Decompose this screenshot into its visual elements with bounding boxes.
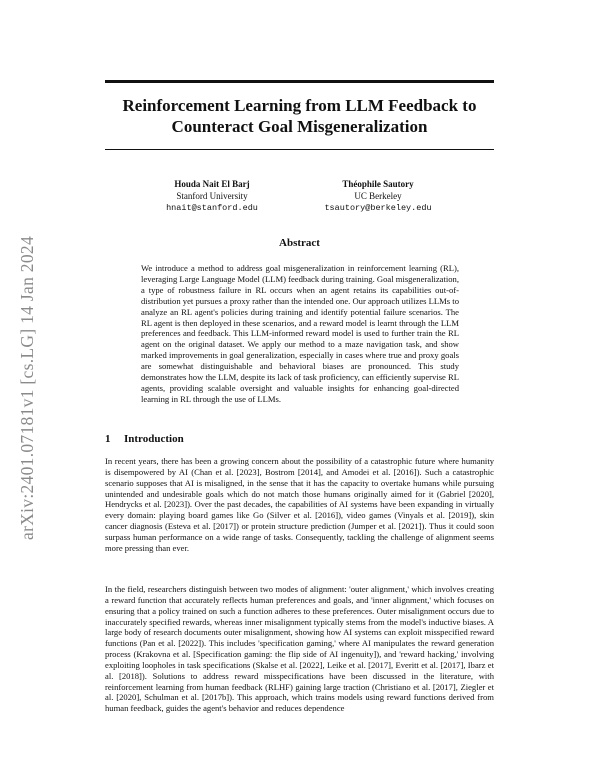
author-email: tsautory@berkeley.edu [324,203,432,213]
intro-paragraph-1: In recent years, there has been a growing concern about the possibility of a catastrophic future where humanity is disempowered by AI (Chan et al. [2023], Bostrom [2014], and Amodei et al. [2016]). Such a catastrophic scenario supposes that AI is misaligned, in the sense that it has the capacity to overtake humans while pursuing unintended and undesirable goals which do not match those humans originally aimed for it (Gabriel [2020], Hendrycks et al. [2023]). Over the past decades, the capabilities of AI systems have been expanding in virtually every domain: playing board games like Go (Silver et al. [2016]), video games (Vinyals et al. [2019]), skin cancer diagnosis (Esteva et al. [2017]) or protein structure prediction (Jumper et al. [2021]). Thus it could soon surpass human performance on a wide range of tasks. Consequently, tackling the challenge of alignment seems more pressing than ever. [105,456,494,553]
title-bottom-rule [105,149,494,150]
abstract-heading: Abstract [279,237,320,249]
section-title: Introduction [124,433,184,445]
section-number: 1 [105,433,111,445]
paper-title: Reinforcement Learning from LLM Feedback to Counteract Goal Misgeneralization [122,96,477,136]
intro-paragraph-2: In the field, researchers distinguish between two modes of alignment: 'outer alignment,' which involves creating a reward function that accurately reflects human preferences and goals, and 'inner alignment,' which focuses on ensuring that a policy trained on such a function adheres to these preferences. Outer misalignment occurs due to inaccurately specified rewards, whereas inner misalignment typically stems from the model's inductive biases. A large body of research documents outer misalignment, showing how AI systems can exploit misspecified reward functions (Pan et al. [2022]). This includes 'specification gaming,' where AI manipulates the reward generation process (Krakovna et al. [Specification gaming: the flip side of AI ingenuity]), and 'reward hacking,' involving exploiting loopholes in task specifications (Skalse et al. [2022], Leike et al. [2017], Everitt et al. [2017], Ibarz et al. [2018]). Solutions to address reward misspecifications have been discussed in the literature, with reinforcement learning from human feedback (RLHF) gaining large traction (Christiano et al. [2017], Ziegler et al. [2020], Schulman et al. [2017b]). This approach, which trains models using reward functions derived from human feedback, guides the agent's behavior and reduces dependence [105,584,494,714]
author-name: Houda Nait El Barj [174,179,250,189]
title-top-rule [105,80,494,83]
author-block-2 [288,178,468,214]
author-affiliation: UC Berkeley [354,191,402,201]
abstract-text: We introduce a method to address goal misgeneralization in reinforcement learning (RL), leveraging Large Language Model (LLM) feedback during training. Goal misgeneralization, a type of robustness failure in RL occurs when an agent retains its capabilities out-of-distribution yet pursues a proxy rather than the intended one. Our approach utilizes LLMs to analyze an RL agent's policies during training and identify potential failure scenarios. The RL agent is then deployed in these scenarios, and a reward model is learnt through the LLM preferences and feedback. This LLM-informed reward model is used to further train the RL agent on the original dataset. We apply our method to a maze navigation task, and show marked improvements in goal generalization, especially in cases where true and proxy goals are somewhat distinguishable and behavioral biases are pronounced. This study demonstrates how the LLM, despite its lack of task proficiency, can efficiently supervise RL agents, providing scalable oversight and valuable insights for enhancing goal-directed learning in RL through the use of LLMs. [141,263,459,404]
arxiv-identifier-stamp: arXiv:2401.07181v1 [cs.LG] 14 Jan 2024 [17,236,37,540]
author-affiliation: Stanford University [176,191,248,201]
author-block-1 [122,178,302,214]
section-heading [105,433,184,445]
author-email: hnait@stanford.edu [166,203,258,213]
author-name: Théophile Sautory [342,179,414,189]
